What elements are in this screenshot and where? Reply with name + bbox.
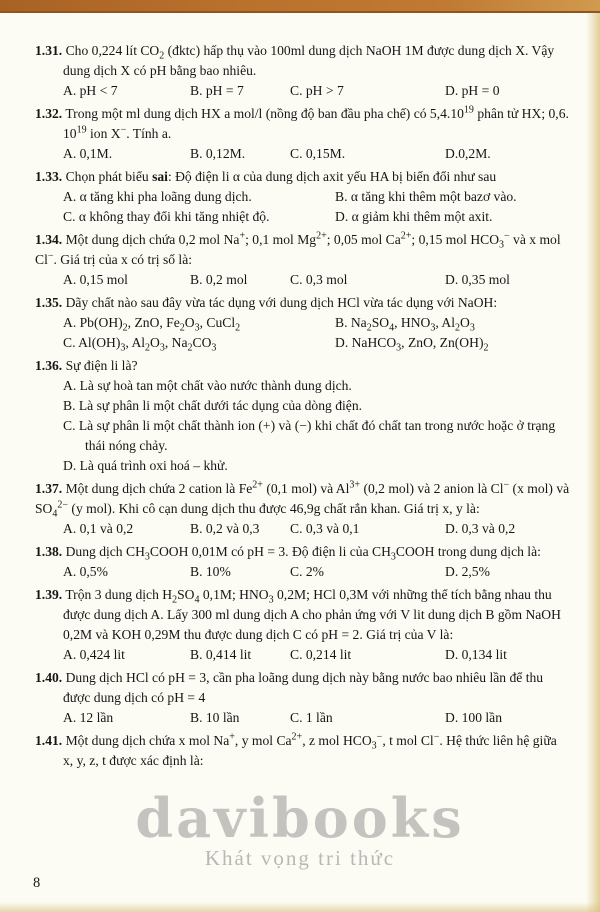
option-b: B. 0,2 mol: [190, 272, 248, 287]
option-b: B. pH = 7: [190, 83, 244, 98]
option-a: A. 0,1 và 0,2: [63, 521, 134, 536]
question-1-35: [35, 293, 570, 353]
option-c: C. $Al(OH)_3$, $Al_2O_3$, $Na_2CO_3$: [63, 335, 217, 354]
question-body: Sự điện li là?: [65, 358, 138, 373]
question-text: [35, 230, 570, 270]
question-number: 1.40.: [35, 670, 63, 685]
question-body: Một dung dịch chứa x mol Na+, y mol $Ca^{2+}$, z mol $HCO_3^-$, t mol Cl−. Hệ thức liên hệ giữa x, y, z, t được xác định là:: [63, 731, 557, 768]
book-binding-bar: [0, 0, 600, 13]
option-a: A. 0,424 lit: [63, 647, 125, 662]
option-c: C. 0,214 lit: [290, 647, 352, 662]
option-b: B. $Na_2SO_4$, $HNO_3$, $Al_2O_3$: [335, 315, 475, 334]
question-number: 1.35.: [35, 295, 63, 310]
options-row: [35, 187, 570, 207]
question-text: [35, 479, 570, 519]
option-d: D. 100 lần: [445, 710, 503, 725]
option-d: D. 0,3 và 0,2: [445, 521, 516, 536]
question-1-37: [35, 479, 570, 539]
question-body: Chọn phát biểu sai: Độ điện li α của dung dịch axit yếu HA bị biến đổi như sau: [65, 169, 497, 184]
option-b: B. 0,12M.: [190, 146, 246, 161]
options-row: [35, 333, 570, 353]
question-number: 1.33.: [35, 169, 63, 184]
question-body: Một dung dịch chứa 2 cation là $Fe^{2+}$ (0,1 mol) và $Al^{3+}$ (0,2 mol) và 2 anion là Cl− (x mol) và $SO_4^{2-}$ (y mol). Khi cô cạn dung dịch thu được 46,9g chất rắn khan. Giá trị x, y là:: [35, 479, 570, 520]
question-1-41: [35, 731, 570, 771]
options-row: [35, 708, 570, 728]
option-d: D.0,2M.: [445, 146, 491, 161]
question-text: [35, 585, 570, 645]
page-number: 8: [33, 875, 41, 891]
question-number: 1.34.: [35, 232, 63, 247]
question-number: 1.31.: [35, 43, 63, 58]
question-body: Dãy chất nào sau đây vừa tác dụng với dung dịch HCl vừa tác dụng với NaOH:: [65, 295, 498, 310]
question-1-32: [35, 104, 570, 164]
question-1-31: [35, 41, 570, 101]
option-a: A. pH < 7: [63, 83, 118, 98]
option-d: D. 2,5%: [445, 564, 490, 579]
question-number: 1.32.: [35, 106, 63, 121]
option-a: A. $Pb(OH)_2$, ZnO, $Fe_2O_3$, CuCl$_2$: [63, 315, 241, 334]
question-body: Trong một ml dung dịch HX a mol/l (nồng độ ban đầu pha chế) có 5,4.10$^{19}$ phân tử HX; 0,6. $10^{19}$ ion X−. Tính a.: [63, 104, 569, 141]
question-1-34: [35, 230, 570, 290]
question-number: 1.41.: [35, 733, 63, 748]
option-b: B. 10%: [190, 564, 231, 579]
page-edge-shadow-bottom: [0, 902, 600, 912]
option-d: D. α giảm khi thêm một axit.: [335, 209, 493, 224]
question-body: Một dung dịch chứa 0,2 mol Na+; 0,1 mol $Mg^{2+}$; 0,05 mol $Ca^{2+}$; 0,15 mol $HCO_3^-$ và x mol Cl−. Giá trị của x có trị số là:: [35, 230, 561, 267]
question-number: 1.37.: [35, 481, 63, 496]
option-a: A. 0,5%: [63, 564, 108, 579]
option-d: D. 0,134 lit: [445, 647, 507, 662]
options-row: [35, 270, 570, 290]
page-content: [35, 41, 570, 774]
question-text: [35, 167, 570, 187]
watermark-brand: davibooks: [135, 786, 465, 850]
options-list: [35, 376, 570, 476]
option-d: D. NaHCO$_3$, ZnO, $Zn(OH)_2$: [335, 335, 489, 354]
options-row: [35, 519, 570, 539]
options-row: [35, 81, 570, 101]
option-b: B. α tăng khi thêm một bazơ vào.: [335, 189, 517, 204]
question-1-38: [35, 542, 570, 582]
option-b: B. 0,2 và 0,3: [190, 521, 260, 536]
question-number: 1.36.: [35, 358, 63, 373]
options-row: [35, 562, 570, 582]
option-a: A. 0,1M.: [63, 146, 113, 161]
question-text: [35, 356, 570, 376]
options-row: [35, 207, 570, 227]
question-text: [35, 668, 570, 708]
option-c: C. pH > 7: [290, 83, 344, 98]
option-c: C. 0,15M.: [290, 146, 346, 161]
question-number: 1.38.: [35, 544, 63, 559]
question-body: Dung dịch $CH_3COOH$ 0,01M có pH = 3. Độ điện li của $CH_3COOH$ trong dung dịch là:: [65, 544, 541, 563]
question-1-33: [35, 167, 570, 227]
option-c: C. 1 lần: [290, 710, 333, 725]
question-1-39: [35, 585, 570, 665]
question-text: [35, 731, 570, 771]
option-d: D. pH = 0: [445, 83, 500, 98]
option-c: C. 0,3 mol: [290, 272, 348, 287]
question-body: Cho 0,224 lít $CO_2$ (đktc) hấp thụ vào 100ml dung dịch NaOH 1M được dung dịch X. Vậy dung dịch X có pH bằng bao nhiêu.: [63, 43, 555, 78]
question-text: [35, 41, 570, 81]
option-a: A. 12 lần: [63, 710, 114, 725]
question-number: 1.39.: [35, 587, 63, 602]
option-a: A. α tăng khi pha loãng dung dịch.: [63, 189, 252, 204]
question-text: [35, 293, 570, 313]
option-c: C. α không thay đổi khi tăng nhiệt độ.: [63, 209, 270, 224]
options-row: [35, 645, 570, 665]
option-c: C. Là sự phân li một chất thành ion (+) và (−) khi chất đó chất tan trong nước hoặc ở trạng thái nóng chảy.: [63, 418, 556, 453]
question-text: [35, 104, 570, 144]
option-c: C. 2%: [290, 564, 324, 579]
options-row: [35, 144, 570, 164]
option-a: A. Là sự hoà tan một chất vào nước thành dung dịch.: [63, 378, 352, 393]
watermark-slogan: Khát vọng tri thức: [204, 846, 396, 870]
question-text: [35, 542, 570, 562]
option-b: B. 10 lần: [190, 710, 240, 725]
option-c: C. 0,3 và 0,1: [290, 521, 360, 536]
options-row: [35, 313, 570, 333]
question-body: Trộn 3 dung dịch $H_2SO_4$ 0,1M; $HNO_3$ 0,2M; HCl 0,3M với những thể tích bằng nhau thu được dung dịch A. Lấy 300 ml dung dịch A cho phản ứng với V lit dung dịch B gồm NaOH 0,2M và KOH 0,29M thu được dung dịch C có pH = 2. Giá trị của V là:: [63, 587, 561, 642]
option-b: B. 0,414 lit: [190, 647, 252, 662]
option-a: A. 0,15 mol: [63, 272, 128, 287]
question-body: Dung dịch HCl có pH = 3, cần pha loãng dung dịch này bằng nước bao nhiêu lần để thu được dung dịch có pH = 4: [63, 670, 544, 705]
option-d: D. 0,35 mol: [445, 272, 510, 287]
page-edge-shadow-right: [586, 13, 600, 912]
question-1-40: [35, 668, 570, 728]
option-d: D. Là quá trình oxi hoá – khử.: [63, 458, 228, 473]
question-1-36: [35, 356, 570, 476]
option-b: B. Là sự phân li một chất dưới tác dụng của dòng điện.: [63, 398, 363, 413]
watermark: [0, 786, 600, 871]
